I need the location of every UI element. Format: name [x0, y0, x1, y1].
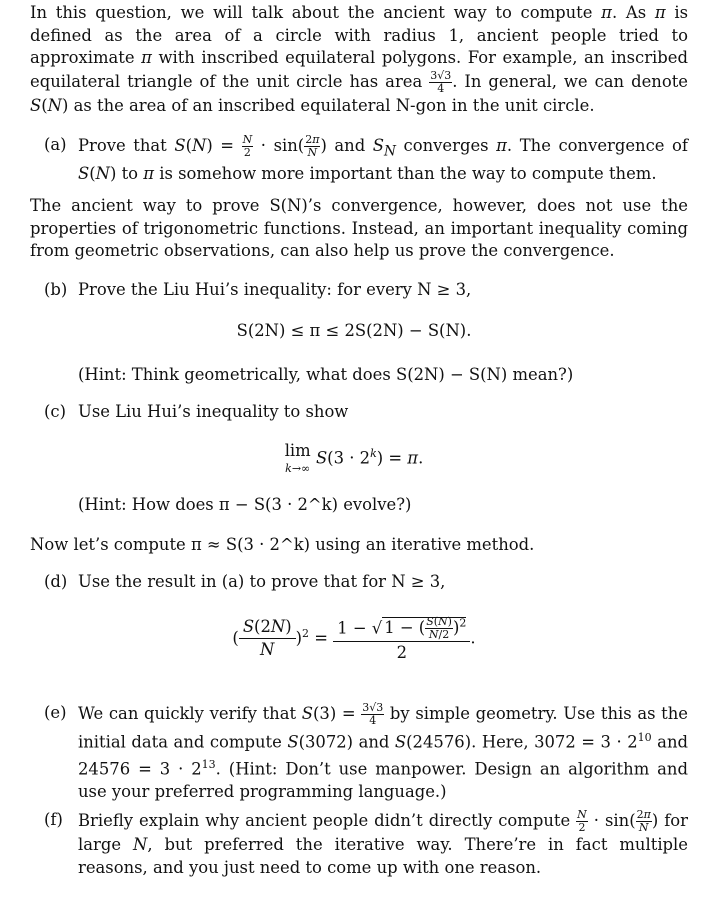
part-b	[44, 279, 688, 302]
part-b-text: Prove the Liu Hui’s inequality: for every N ≥ 3,	[78, 280, 472, 299]
part-c	[44, 401, 688, 424]
recurrence-equation: ( $\frac{S(2N)}{N}$ )$^2$ = 1 − √ 1 − ( $\frac{S(N)}{N/2}$ )$^2$ 2 .	[0, 613, 708, 665]
part-c-text: Use Liu Hui’s inequality to show	[78, 402, 349, 421]
iterative-paragraph: Now let’s compute π ≈ S(3 · 2^k) using an iterative method.	[30, 535, 535, 554]
part-d-text: Use the result in (a) to prove that for N ≥ 3,	[78, 572, 446, 591]
part-a	[44, 134, 688, 185]
part-a-text: Prove that S(N) = $\frac{N}{2}$ · sin( $\frac{2\pi}{N}$ ) and $S_N$ converges π. The convergence of S(N) to π is somehow more important than the way to compute them.	[78, 133, 688, 183]
liu-hui-inequality: S(2N) ≤ π ≤ 2S(2N) − S(N).	[236, 321, 472, 340]
part-b-hint: (Hint: Think geometrically, what does S(2N) − S(N) mean?)	[78, 365, 574, 384]
part-f	[44, 809, 688, 879]
part-d	[44, 571, 688, 594]
part-a-label: (a)	[44, 135, 67, 154]
part-d-label: (d)	[44, 572, 68, 591]
part-e	[44, 702, 688, 803]
part-e-label: (e)	[44, 703, 67, 722]
part-f-text: Briefly explain why ancient people didn’t directly compute $\frac{N}{2}$ · sin( $\frac{2\pi}{N}$ ) for large N, but preferred the iterative way. There’re in fact multiple reasons, and you just need to come up with one reason.	[78, 808, 688, 877]
part-e-text: We can quickly verify that S(3) = $\frac{3√3}{4}$ by simple geometry. Use this as the initial data and compute S(3072) and S(24576). Here, $3072 = 3 \cdot 2^{10}$ and $24576 = 3 \cdot 2^{13}$. (Hint: Don’t use manpower. Design an algorithm and use your preferred programming language.)	[78, 701, 688, 801]
part-c-label: (c)	[44, 402, 66, 421]
intro-paragraph: In this question, we will talk about the ancient way to compute π. As π is defined as the area of a circle with radius 1, ancient people tried to approximate π with inscribed equilateral polygons. For example, an inscribed equilateral triangle of the unit circle has area $\frac{3√3}{4}$ . In general, we can denote S(N) as the area of an inscribed equilateral N-gon in the unit circle.	[30, 3, 688, 115]
middle-paragraph: The ancient way to prove S(N)’s convergence, however, does not use the properties of trigonometric functions. Instead, an important inequality coming from geometric observations, can also help us prove the convergence.	[30, 196, 688, 260]
part-f-label: (f)	[44, 810, 63, 829]
part-b-label: (b)	[44, 280, 68, 299]
fraction-3sqrt3-over-4: $\frac{3√3}{4}$	[430, 68, 452, 95]
limit-equation: lim k→∞ $S(3 \cdot 2^k) = \pi$.	[284, 441, 424, 475]
part-c-hint: (Hint: How does π − S(3 · 2^k) evolve?)	[78, 495, 412, 514]
